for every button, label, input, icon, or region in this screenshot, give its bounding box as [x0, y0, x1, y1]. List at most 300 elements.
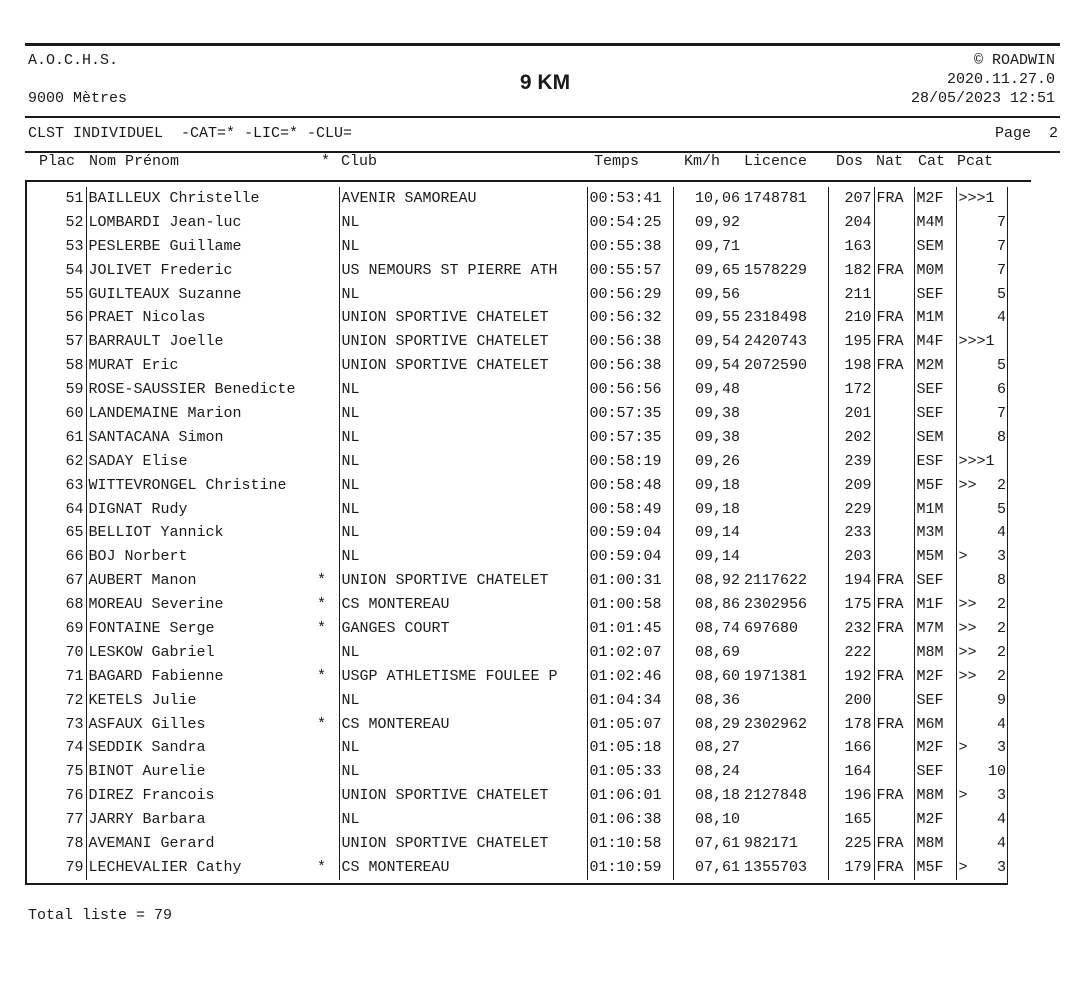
time-cell: 00:55:38: [587, 235, 673, 259]
name-cell: KETELS Julie: [86, 689, 315, 713]
category-rank-cell: 3: [996, 548, 1006, 566]
table-row: [25, 665, 1008, 689]
speed-cell: 09,56: [673, 283, 742, 307]
licence-cell: [742, 450, 828, 474]
nationality-cell: FRA: [874, 832, 914, 856]
category-cell: SEF: [914, 402, 956, 426]
filter-bottom-rule: [25, 151, 1060, 153]
category-cell: SEF: [914, 283, 956, 307]
name-cell: ASFAUX Gilles: [86, 713, 315, 737]
name-cell: JOLIVET Frederic: [86, 259, 315, 283]
category-rank-cell: 7: [996, 261, 1006, 279]
placement-cell: 67: [65, 572, 84, 590]
name-cell: BOJ Norbert: [86, 545, 315, 569]
licence-cell: 2072590: [744, 357, 808, 375]
nationality-cell: [874, 498, 914, 522]
print-datetime: 28/05/2023 12:51: [910, 90, 1055, 107]
star-cell: [315, 259, 339, 283]
category-cell: M3M: [914, 521, 956, 545]
category-rank-marker-cell: >>: [956, 641, 972, 665]
name-cell: BELLIOT Yannick: [86, 521, 315, 545]
category-cell: M2F: [914, 808, 956, 832]
nationality-cell: [874, 211, 914, 235]
time-cell: 00:56:32: [587, 306, 673, 330]
time-cell: 00:58:48: [587, 474, 673, 498]
placement-cell: 62: [65, 452, 84, 470]
time-cell: 00:57:35: [587, 402, 673, 426]
placement-cell: 53: [65, 237, 84, 255]
placement-cell: 79: [65, 858, 84, 876]
table-row: [25, 617, 1008, 641]
nationality-cell: [874, 736, 914, 760]
category-rank-cell: 5: [996, 500, 1006, 518]
star-cell: *: [317, 619, 327, 637]
star-cell: [315, 832, 339, 856]
category-rank-cell: 10: [987, 763, 1006, 781]
category-rank-marker-cell: >: [956, 545, 972, 569]
category-cell: M2F: [914, 187, 956, 211]
nationality-cell: [874, 689, 914, 713]
bib-cell: 207: [828, 187, 874, 211]
placement-cell: 68: [65, 596, 84, 614]
star-cell: [315, 187, 339, 211]
club-cell: NL: [339, 450, 587, 474]
table-row: [25, 689, 1008, 713]
bib-cell: 163: [828, 235, 874, 259]
nationality-cell: [874, 545, 914, 569]
licence-cell: [742, 498, 828, 522]
nationality-cell: [874, 426, 914, 450]
time-cell: 00:56:56: [587, 378, 673, 402]
speed-cell: 08,27: [673, 736, 742, 760]
category-rank-cell: 4: [996, 715, 1006, 733]
table-row: [25, 784, 1008, 808]
table-row: [25, 521, 1008, 545]
star-cell: [315, 736, 339, 760]
name-cell: SEDDIK Sandra: [86, 736, 315, 760]
club-cell: NL: [339, 736, 587, 760]
placement-cell: 77: [65, 811, 84, 829]
speed-cell: 07,61: [673, 832, 742, 856]
bib-cell: 164: [828, 760, 874, 784]
licence-cell: [742, 545, 828, 569]
category-rank-marker-cell: >>: [956, 593, 972, 617]
time-cell: 00:59:04: [587, 521, 673, 545]
table-row: [25, 450, 1008, 474]
nationality-cell: FRA: [874, 856, 914, 880]
nationality-cell: FRA: [874, 713, 914, 737]
category-rank-marker-cell: [956, 832, 972, 856]
columns-bottom-rule: [25, 180, 1031, 182]
nationality-cell: [874, 474, 914, 498]
bib-cell: 204: [828, 211, 874, 235]
category-cell: M2F: [914, 736, 956, 760]
table-row: [25, 569, 1008, 593]
software-version: 2020.11.27.0: [946, 71, 1055, 88]
bib-cell: 179: [828, 856, 874, 880]
table-row: [25, 498, 1008, 522]
time-cell: 01:00:58: [587, 593, 673, 617]
speed-cell: 08,29: [673, 713, 742, 737]
category-rank-marker-cell: [956, 426, 972, 450]
name-cell: BAILLEUX Christelle: [86, 187, 315, 211]
bib-cell: 172: [828, 378, 874, 402]
name-cell: AUBERT Manon: [86, 569, 315, 593]
star-cell: [315, 378, 339, 402]
category-rank-cell: 2: [996, 476, 1006, 494]
club-cell: NL: [339, 498, 587, 522]
licence-cell: [742, 402, 828, 426]
column-header-kmh: Km/h: [684, 153, 721, 170]
bib-cell: 198: [828, 354, 874, 378]
licence-cell: 1971381: [744, 667, 808, 685]
bib-cell: 239: [828, 450, 874, 474]
category-rank-marker-cell: >: [956, 784, 972, 808]
bib-cell: 210: [828, 306, 874, 330]
category-rank-marker-cell: >>>1: [956, 450, 972, 474]
nationality-cell: FRA: [874, 617, 914, 641]
speed-cell: 08,69: [673, 641, 742, 665]
category-rank-cell: 4: [996, 834, 1006, 852]
licence-cell: 2117622: [744, 572, 808, 590]
bib-cell: 178: [828, 713, 874, 737]
bib-cell: 201: [828, 402, 874, 426]
category-rank-marker-cell: [956, 569, 972, 593]
table-row: [25, 306, 1008, 330]
bib-cell: 222: [828, 641, 874, 665]
licence-cell: 2302962: [744, 715, 808, 733]
name-cell: BINOT Aurelie: [86, 760, 315, 784]
category-rank-marker-cell: [956, 689, 972, 713]
speed-cell: 09,18: [673, 498, 742, 522]
category-rank-cell: 2: [996, 619, 1006, 637]
star-cell: *: [317, 715, 327, 733]
bib-cell: 200: [828, 689, 874, 713]
placement-cell: 71: [65, 667, 84, 685]
club-cell: NL: [339, 402, 587, 426]
category-rank-marker-cell: >>>1: [956, 187, 972, 211]
time-cell: 00:59:04: [587, 545, 673, 569]
category-cell: M2M: [914, 354, 956, 378]
category-cell: M2F: [914, 665, 956, 689]
category-rank-cell: 6: [996, 381, 1006, 399]
star-cell: [315, 808, 339, 832]
time-cell: 01:02:07: [587, 641, 673, 665]
nationality-cell: FRA: [874, 784, 914, 808]
category-rank-cell: 2: [996, 667, 1006, 685]
speed-cell: 08,10: [673, 808, 742, 832]
nationality-cell: FRA: [874, 187, 914, 211]
time-cell: 00:56:38: [587, 330, 673, 354]
category-rank-marker-cell: [956, 378, 972, 402]
star-cell: [315, 354, 339, 378]
club-cell: UNION SPORTIVE CHATELET: [339, 330, 587, 354]
licence-cell: [742, 283, 828, 307]
table-row: [25, 808, 1008, 832]
club-cell: NL: [339, 808, 587, 832]
placement-cell: 64: [65, 500, 84, 518]
bib-cell: 211: [828, 283, 874, 307]
club-cell: NL: [339, 211, 587, 235]
category-rank-marker-cell: [956, 808, 972, 832]
club-cell: CS MONTEREAU: [339, 856, 587, 880]
bib-cell: 203: [828, 545, 874, 569]
nationality-cell: [874, 760, 914, 784]
category-cell: SEF: [914, 760, 956, 784]
category-rank-cell: 4: [996, 524, 1006, 542]
bib-cell: 202: [828, 426, 874, 450]
name-cell: LESKOW Gabriel: [86, 641, 315, 665]
copyright: © ROADWIN: [973, 52, 1055, 69]
star-cell: [315, 211, 339, 235]
category-cell: M1M: [914, 306, 956, 330]
club-cell: AVENIR SAMOREAU: [339, 187, 587, 211]
category-cell: ESF: [914, 450, 956, 474]
category-rank-marker-cell: >>: [956, 665, 972, 689]
nationality-cell: FRA: [874, 354, 914, 378]
column-header-temps: Temps: [594, 153, 640, 170]
category-cell: M8M: [914, 832, 956, 856]
time-cell: 01:06:38: [587, 808, 673, 832]
category-rank-marker-cell: >: [956, 736, 972, 760]
star-cell: [315, 402, 339, 426]
bib-cell: 166: [828, 736, 874, 760]
placement-cell: 73: [65, 715, 84, 733]
time-cell: 01:04:34: [587, 689, 673, 713]
table-row: [25, 402, 1008, 426]
nationality-cell: [874, 450, 914, 474]
star-cell: *: [317, 572, 327, 590]
placement-cell: 56: [65, 309, 84, 327]
speed-cell: 09,55: [673, 306, 742, 330]
licence-cell: [742, 808, 828, 832]
table-row: [25, 760, 1008, 784]
club-cell: CS MONTEREAU: [339, 593, 587, 617]
column-header-star: *: [321, 153, 331, 170]
club-cell: NL: [339, 641, 587, 665]
licence-cell: 982171: [744, 834, 799, 852]
name-cell: AVEMANI Gerard: [86, 832, 315, 856]
club-cell: NL: [339, 521, 587, 545]
star-cell: [315, 450, 339, 474]
bib-cell: 195: [828, 330, 874, 354]
name-cell: FONTAINE Serge: [86, 617, 315, 641]
category-rank-marker-cell: [956, 235, 972, 259]
licence-cell: [742, 736, 828, 760]
star-cell: [315, 784, 339, 808]
category-rank-marker-cell: >>>1: [956, 330, 972, 354]
placement-cell: 51: [65, 189, 84, 207]
category-rank-marker-cell: [956, 521, 972, 545]
speed-cell: 09,71: [673, 235, 742, 259]
placement-cell: 61: [65, 428, 84, 446]
bib-cell: 175: [828, 593, 874, 617]
table-row: [25, 474, 1008, 498]
organization-name: A.O.C.H.S.: [28, 52, 119, 69]
licence-cell: 1748781: [744, 189, 808, 207]
speed-cell: 08,92: [673, 569, 742, 593]
nationality-cell: [874, 808, 914, 832]
club-cell: NL: [339, 760, 587, 784]
licence-cell: 2302956: [744, 596, 808, 614]
nationality-cell: FRA: [874, 569, 914, 593]
licence-cell: [742, 521, 828, 545]
club-cell: CS MONTEREAU: [339, 713, 587, 737]
nationality-cell: [874, 235, 914, 259]
results-table: [25, 187, 1008, 880]
placement-cell: 75: [65, 763, 84, 781]
time-cell: 00:58:49: [587, 498, 673, 522]
club-cell: NL: [339, 283, 587, 307]
star-cell: *: [317, 858, 327, 876]
bib-cell: 229: [828, 498, 874, 522]
name-cell: DIREZ Francois: [86, 784, 315, 808]
club-cell: NL: [339, 235, 587, 259]
bib-cell: 165: [828, 808, 874, 832]
table-row: [25, 545, 1008, 569]
club-cell: UNION SPORTIVE CHATELET: [339, 784, 587, 808]
time-cell: 01:00:31: [587, 569, 673, 593]
category-rank-cell: 3: [996, 739, 1006, 757]
category-cell: M5F: [914, 856, 956, 880]
speed-cell: 09,54: [673, 354, 742, 378]
placement-cell: 69: [65, 619, 84, 637]
name-cell: WITTEVRONGEL Christine: [86, 474, 315, 498]
speed-cell: 09,65: [673, 259, 742, 283]
category-rank-cell: 7: [996, 213, 1006, 231]
club-cell: UNION SPORTIVE CHATELET: [339, 569, 587, 593]
column-header-club: Club: [341, 153, 378, 170]
star-cell: [315, 641, 339, 665]
licence-cell: 2420743: [744, 333, 808, 351]
speed-cell: 09,92: [673, 211, 742, 235]
category-rank-cell: 7: [996, 404, 1006, 422]
table-row: [25, 641, 1008, 665]
category-cell: M5F: [914, 474, 956, 498]
column-header-licence: Licence: [744, 153, 808, 170]
category-cell: M7M: [914, 617, 956, 641]
star-cell: [315, 306, 339, 330]
speed-cell: 09,14: [673, 521, 742, 545]
column-header-plac: Plac: [39, 153, 76, 170]
speed-cell: 08,24: [673, 760, 742, 784]
category-rank-cell: 3: [996, 858, 1006, 876]
category-cell: SEF: [914, 689, 956, 713]
name-cell: PESLERBE Guillame: [86, 235, 315, 259]
club-cell: NL: [339, 545, 587, 569]
column-header-cat: Cat: [918, 153, 946, 170]
category-rank-cell: 5: [996, 357, 1006, 375]
nationality-cell: FRA: [874, 665, 914, 689]
category-cell: SEM: [914, 235, 956, 259]
time-cell: 01:05:07: [587, 713, 673, 737]
category-cell: M5M: [914, 545, 956, 569]
placement-cell: 70: [65, 643, 84, 661]
category-rank-cell: 2: [996, 596, 1006, 614]
star-cell: [315, 426, 339, 450]
category-cell: M1M: [914, 498, 956, 522]
placement-cell: 72: [65, 691, 84, 709]
bib-cell: 182: [828, 259, 874, 283]
category-rank-cell: 9: [996, 691, 1006, 709]
placement-cell: 58: [65, 357, 84, 375]
time-cell: 01:10:58: [587, 832, 673, 856]
bib-cell: 196: [828, 784, 874, 808]
speed-cell: 08,36: [673, 689, 742, 713]
time-cell: 01:05:18: [587, 736, 673, 760]
speed-cell: 09,38: [673, 426, 742, 450]
club-cell: US NEMOURS ST PIERRE ATH: [339, 259, 587, 283]
placement-cell: 74: [65, 739, 84, 757]
category-rank-marker-cell: [956, 713, 972, 737]
speed-cell: 09,18: [673, 474, 742, 498]
category-cell: SEF: [914, 569, 956, 593]
nationality-cell: FRA: [874, 330, 914, 354]
nationality-cell: FRA: [874, 593, 914, 617]
name-cell: DIGNAT Rudy: [86, 498, 315, 522]
column-header-nat: Nat: [876, 153, 904, 170]
licence-cell: [742, 235, 828, 259]
total-count: Total liste = 79: [28, 907, 173, 924]
nationality-cell: [874, 521, 914, 545]
category-rank-marker-cell: [956, 211, 972, 235]
club-cell: NL: [339, 378, 587, 402]
placement-cell: 66: [65, 548, 84, 566]
time-cell: 00:56:38: [587, 354, 673, 378]
bib-cell: 225: [828, 832, 874, 856]
category-cell: M4M: [914, 211, 956, 235]
name-cell: GUILTEAUX Suzanne: [86, 283, 315, 307]
licence-cell: [742, 426, 828, 450]
placement-cell: 78: [65, 834, 84, 852]
page-number: Page 2: [994, 125, 1058, 142]
speed-cell: 08,86: [673, 593, 742, 617]
club-cell: GANGES COURT: [339, 617, 587, 641]
category-rank-cell: 8: [996, 428, 1006, 446]
column-header-dos: Dos: [836, 153, 864, 170]
category-rank-marker-cell: [956, 306, 972, 330]
category-rank-marker-cell: >: [956, 856, 972, 880]
category-rank-cell: 5: [996, 285, 1006, 303]
speed-cell: 09,26: [673, 450, 742, 474]
star-cell: [315, 545, 339, 569]
name-cell: LOMBARDI Jean-luc: [86, 211, 315, 235]
time-cell: 00:56:29: [587, 283, 673, 307]
club-cell: USGP ATHLETISME FOULEE P: [339, 665, 587, 689]
bib-cell: 233: [828, 521, 874, 545]
category-rank-cell: 4: [996, 811, 1006, 829]
club-cell: UNION SPORTIVE CHATELET: [339, 832, 587, 856]
star-cell: [315, 689, 339, 713]
star-cell: [315, 330, 339, 354]
speed-cell: 07,61: [673, 856, 742, 880]
category-rank-marker-cell: >>: [956, 474, 972, 498]
club-cell: UNION SPORTIVE CHATELET: [339, 306, 587, 330]
name-cell: ROSE-SAUSSIER Benedicte: [86, 378, 315, 402]
licence-cell: [742, 474, 828, 498]
placement-cell: 76: [65, 787, 84, 805]
placement-cell: 54: [65, 261, 84, 279]
name-cell: BARRAULT Joelle: [86, 330, 315, 354]
category-cell: M1F: [914, 593, 956, 617]
bib-cell: 194: [828, 569, 874, 593]
header-bottom-rule: [25, 116, 1060, 118]
licence-cell: 1355703: [744, 858, 808, 876]
placement-cell: 55: [65, 285, 84, 303]
column-header-name: Nom Prénom: [89, 153, 180, 170]
nationality-cell: [874, 402, 914, 426]
licence-cell: [742, 641, 828, 665]
